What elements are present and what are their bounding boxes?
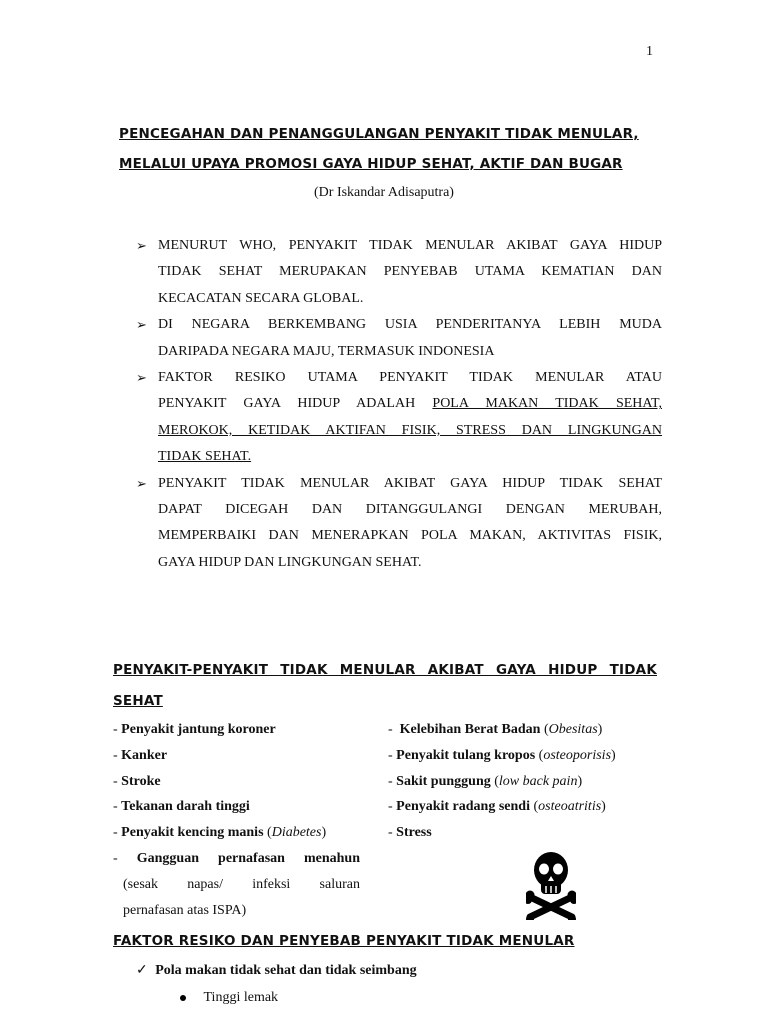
list-item: - Penyakit jantung koroner bbox=[113, 722, 276, 737]
bullet-list bbox=[136, 233, 662, 576]
check-icon: ✓ bbox=[136, 963, 148, 978]
arrow-bullet-icon: ➢ bbox=[136, 238, 147, 253]
bullet-item-1: ➢ MENURUT WHO, PENYAKIT TIDAK MENULAR AKIBAT GAYA HIDUP TIDAK SEHAT MERUPAKAN PENYEBAB UTAMA KEMATIAN DAN KECACATAN SECARA GLOBAL. bbox=[136, 233, 662, 312]
list-item: - Penyakit kencing manis (Diabetes) bbox=[113, 825, 327, 841]
section-heading-diseases-line1: PENYAKIT-PENYAKIT TIDAK MENULAR AKIBAT GAYA HIDUP TIDAK bbox=[113, 662, 657, 678]
arrow-bullet-icon: ➢ bbox=[136, 317, 147, 333]
dot-bullet-icon bbox=[180, 995, 186, 1001]
list-item: - Kanker bbox=[113, 747, 168, 763]
section-heading-diseases-line2: SEHAT bbox=[113, 693, 163, 709]
disease-list-left bbox=[113, 717, 326, 846]
list-item: - Penyakit tulang kropos (osteoporisis) bbox=[388, 747, 616, 763]
arrow-bullet-icon: ➢ bbox=[136, 475, 147, 491]
bullet-item-3: ➢ FAKTOR RESIKO UTAMA PENYAKIT TIDAK MENULAR ATAU PENYAKIT GAYA HIDUP ADALAH POLA MAKAN TIDAK SEHAT, MEROKOK, KETIDAK AKTIFAN FISIK, STRESS DAN LINGKUNGAN TIDAK SEHAT. bbox=[136, 365, 662, 471]
author: (Dr Iskandar Adisaputra) bbox=[314, 185, 454, 200]
bullet-item-2: ➢ DI NEGARA BERKEMBANG USIA PENDERITANYA LEBIH MUDA DARIPADA NEGARA MAJU, TERMASUK INDONESIA bbox=[136, 312, 662, 365]
list-item: - Stress bbox=[388, 825, 432, 841]
list-item: - Tekanan darah tinggi bbox=[113, 799, 250, 815]
sub-bullet-item: Tinggi lemak bbox=[180, 990, 278, 1006]
list-item: - Stroke bbox=[113, 773, 161, 789]
checklist-item: ✓ Pola makan tidak sehat dan tidak seimbang bbox=[136, 963, 417, 978]
list-item: - Sakit punggung (low back pain) bbox=[388, 773, 583, 789]
bullet-item-4: ➢ PENYAKIT TIDAK MENULAR AKIBAT GAYA HIDUP TIDAK SEHAT DAPAT DICEGAH DAN DITANGGULANGI DENGAN MERUBAH, MEMPERBAIKI DAN MENERAPKAN POLA MAKAN, AKTIVITAS FISIK, GAYA HIDUP DAN LINGKUNGAN SEHAT. bbox=[136, 471, 662, 577]
disease-list-right bbox=[388, 717, 616, 846]
list-item: - Penyakit radang sendi (osteoatritis) bbox=[388, 799, 606, 815]
document-title-line1: PENCEGAHAN DAN PENANGGULANGAN PENYAKIT TIDAK MENULAR, bbox=[119, 126, 639, 142]
gangguan-item: - Gangguan pernafasan menahun (sesak napas/ infeksi saluran pernafasan atas ISPA) bbox=[113, 851, 361, 918]
list-item: - Kelebihan Berat Badan (Obesitas) bbox=[388, 722, 603, 737]
page-number: 1 bbox=[646, 44, 653, 59]
arrow-bullet-icon: ➢ bbox=[136, 370, 147, 386]
section-heading-risk-factors: FAKTOR RESIKO DAN PENYEBAB PENYAKIT TIDAK MENULAR bbox=[113, 933, 575, 949]
skull-crossbones-icon bbox=[526, 850, 576, 920]
document-title-line2: MELALUI UPAYA PROMOSI GAYA HIDUP SEHAT, AKTIF DAN BUGAR bbox=[119, 156, 623, 172]
